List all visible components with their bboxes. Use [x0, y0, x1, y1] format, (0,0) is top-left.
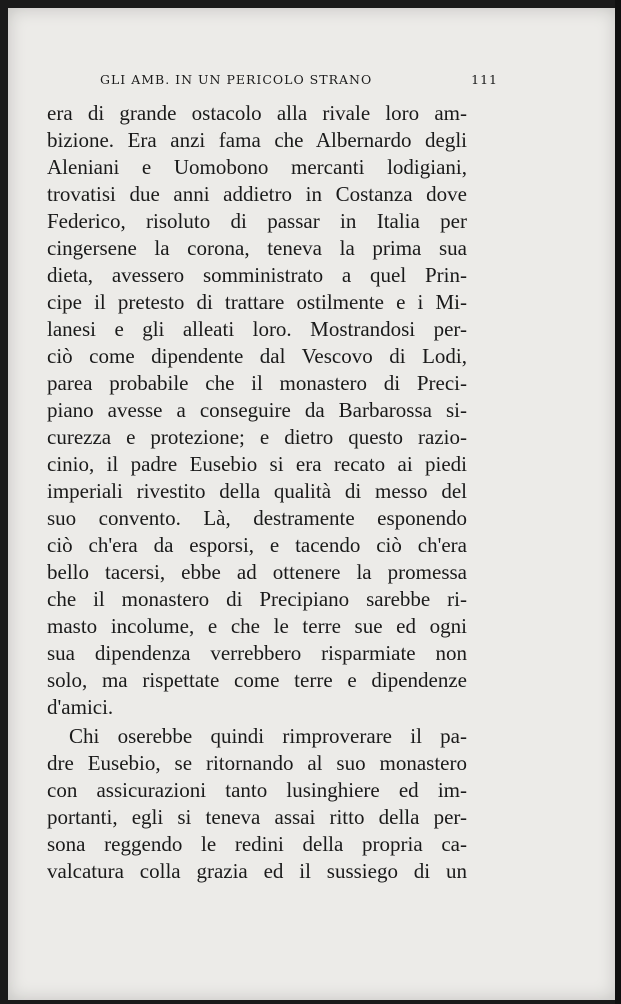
text-line: era di grande ostacolo alla rivale loro am-: [47, 101, 467, 125]
text-line: sona reggendo le redini della propria ca-: [47, 832, 467, 856]
text-line: cipe il pretesto di trattare ostilmente e i Mi-: [47, 290, 467, 314]
text-line: Aleniani e Uomobono mercanti lodigiani,: [47, 155, 467, 179]
text-line: piano avesse a conseguire da Barbarossa si-: [47, 398, 467, 422]
text-line: lanesi e gli alleati loro. Mostrandosi per-: [47, 317, 467, 341]
text-line: cinio, il padre Eusebio si era recato ai piedi: [47, 452, 467, 476]
text-line: ciò come dipendente dal Vescovo di Lodi,: [47, 344, 467, 368]
text-line: valcatura colla grazia ed il sussiego di un: [47, 859, 467, 883]
text-line: trovatisi due anni addietro in Costanza dove: [47, 182, 467, 206]
text-line: sua dipendenza verrebbero risparmiate non: [47, 641, 467, 665]
text-line: parea probabile che il monastero di Preci-: [47, 371, 467, 395]
scan-edge: [615, 0, 621, 1004]
running-title: GLI AMB. IN UN PERICOLO STRANO: [100, 72, 373, 87]
text-line: Chi oserebbe quindi rimproverare il pa-: [69, 724, 467, 748]
text-line: Federico, risoluto di passar in Italia per: [47, 209, 467, 233]
text-line: solo, ma rispettate come terre e dipendenze: [47, 668, 467, 692]
text-line: suo convento. Là, destramente esponendo: [47, 506, 467, 530]
text-line: che il monastero di Precipiano sarebbe ri-: [47, 587, 467, 611]
text-line: ciò ch'era da esporsi, e tacendo ciò ch'era: [47, 533, 467, 557]
text-line: imperiali rivestito della qualità di messo del: [47, 479, 467, 503]
text-line: dieta, avessero somministrato a quel Prin-: [47, 263, 467, 287]
text-line: bello tacersi, ebbe ad ottenere la promessa: [47, 560, 467, 584]
book-page: [8, 8, 616, 1000]
text-line: dre Eusebio, se ritornando al suo monastero: [47, 751, 467, 775]
text-line: cingersene la corona, teneva la prima sua: [47, 236, 467, 260]
text-line: curezza e protezione; e dietro questo razio-: [47, 425, 467, 449]
text-line: masto incolume, e che le terre sue ed ogni: [47, 614, 467, 638]
text-line: bizione. Era anzi fama che Albernardo degli: [47, 128, 467, 152]
page-number: 111: [471, 72, 498, 87]
text-line: con assicurazioni tanto lusinghiere ed im-: [47, 778, 467, 802]
text-line: portanti, egli si teneva assai ritto della per-: [47, 805, 467, 829]
text-line: d'amici.: [47, 695, 114, 719]
